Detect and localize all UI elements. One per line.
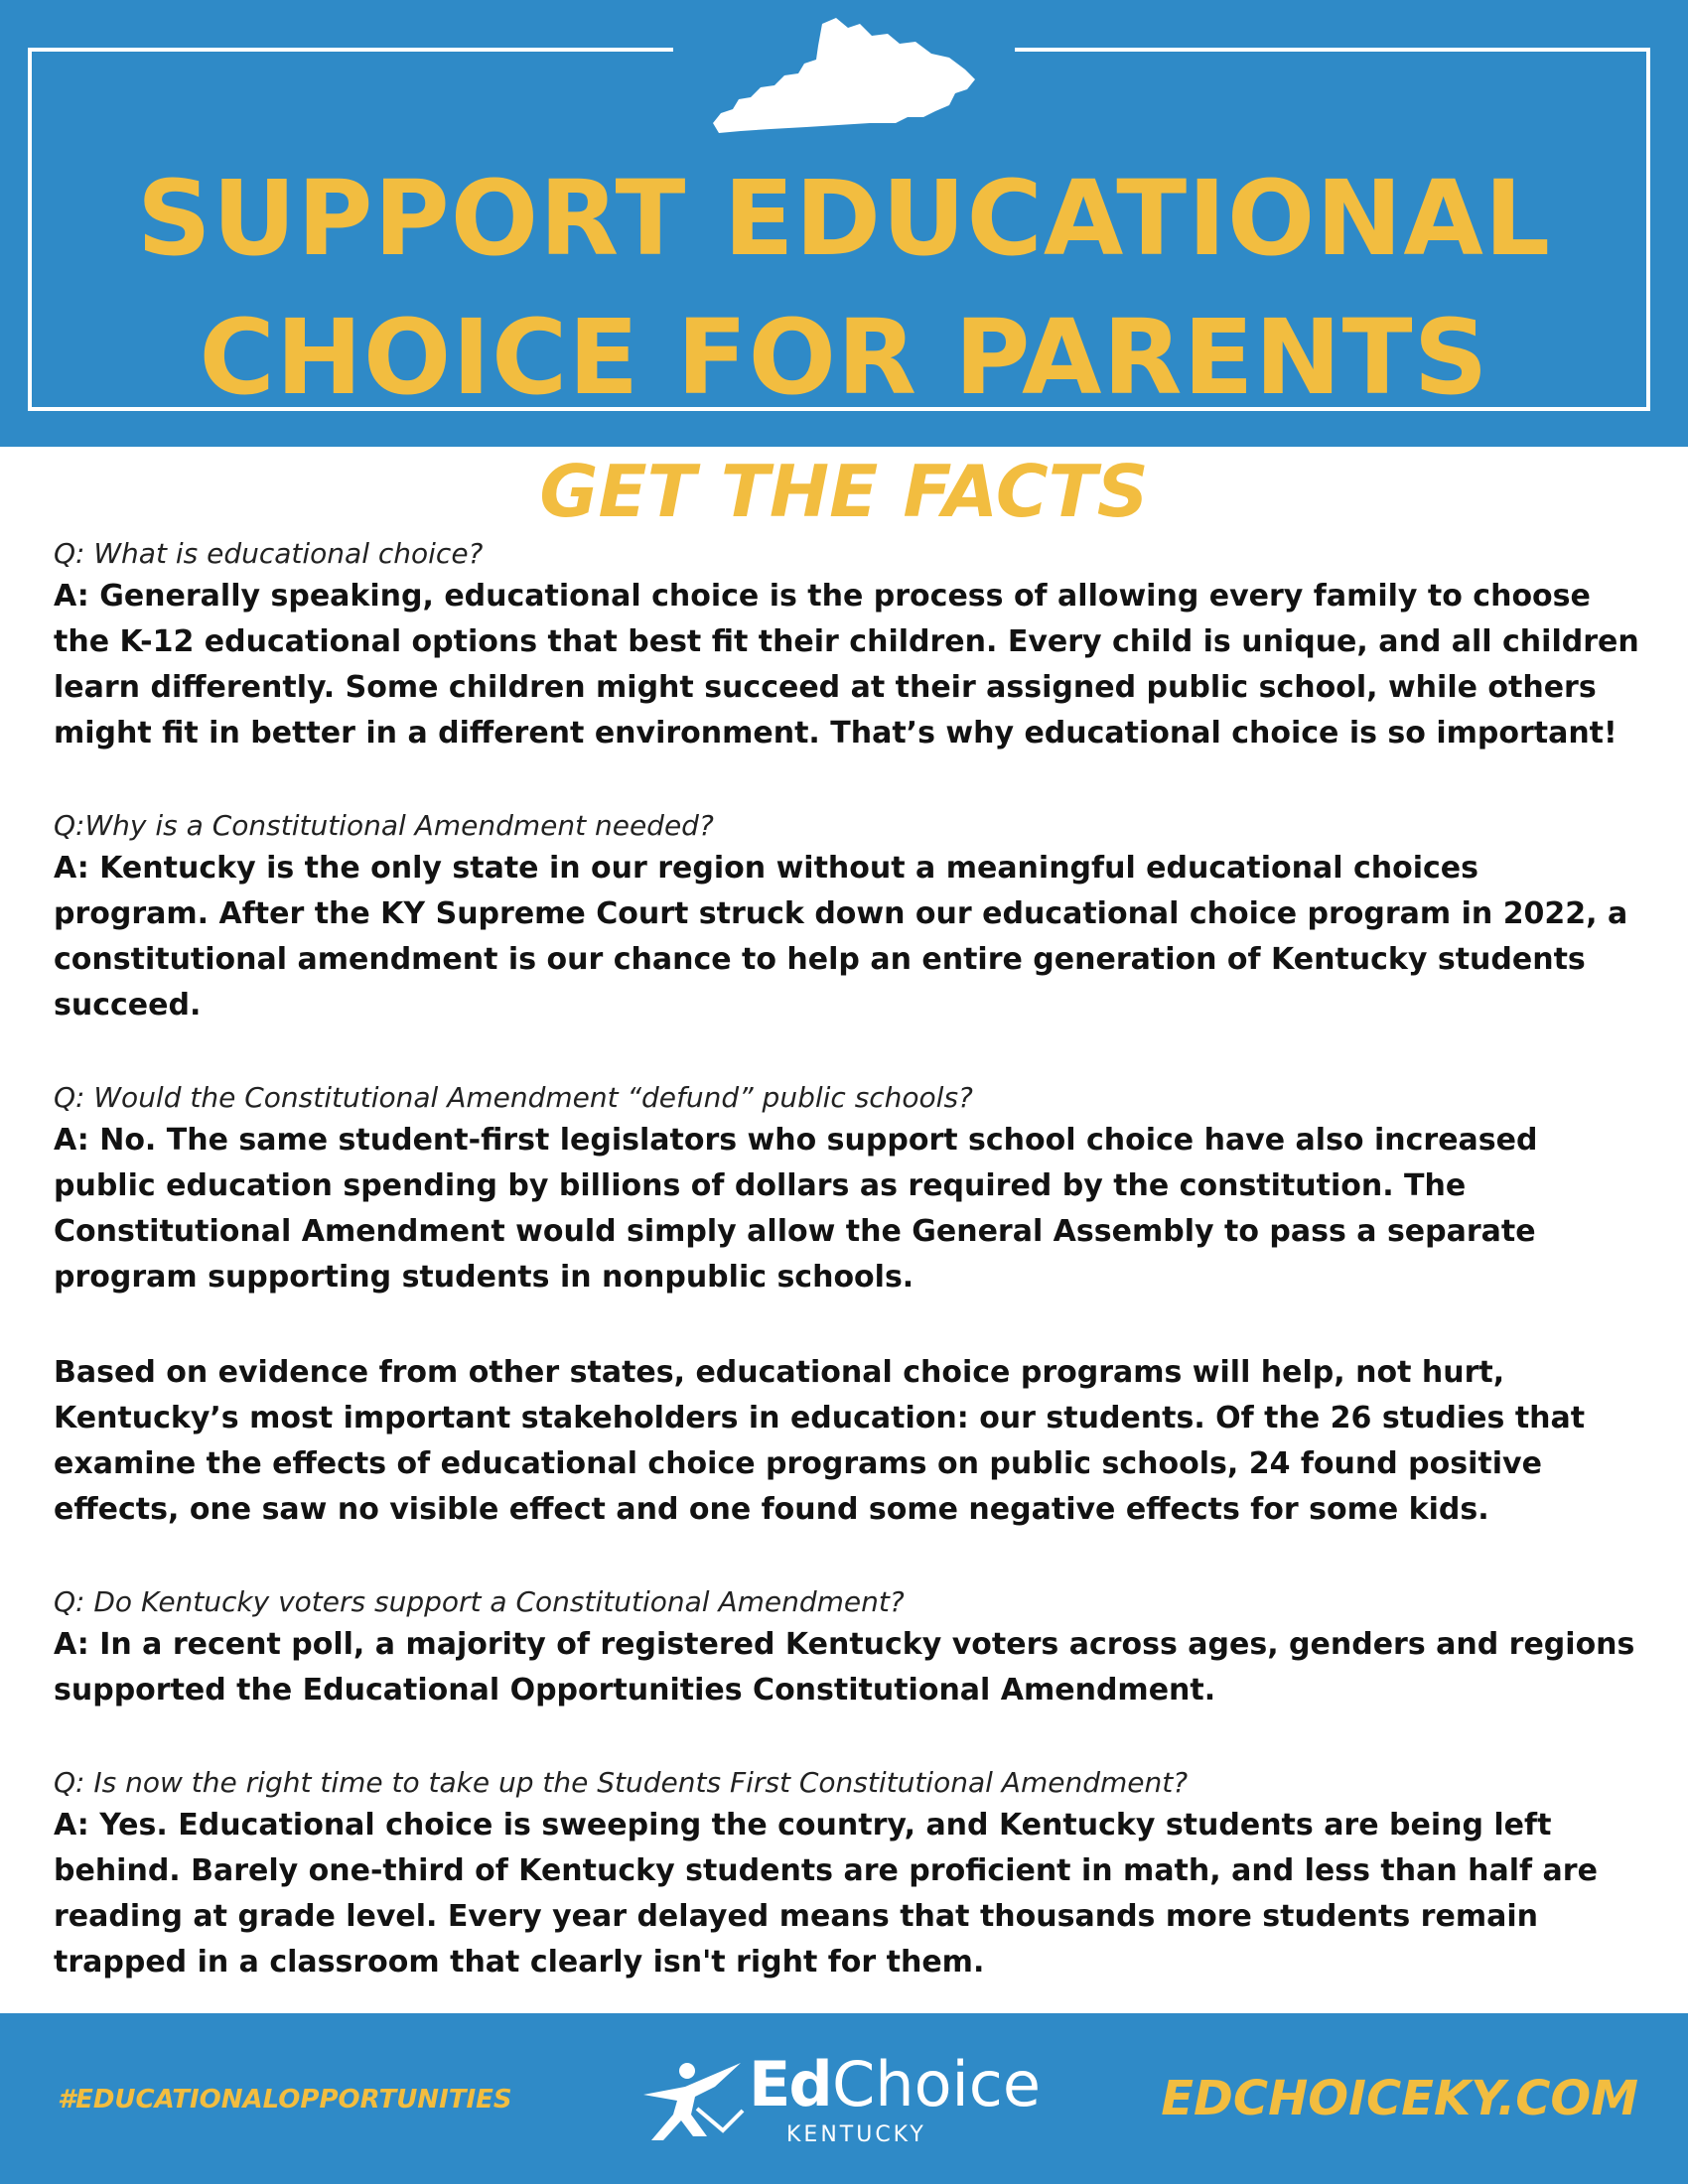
faq-item-amendment-needed [54, 806, 1642, 1028]
faq-item-right-time [54, 1763, 1642, 1985]
title-line-2: CHOICE FOR PARENTS [199, 297, 1489, 418]
section-subtitle: GET THE FACTS [539, 450, 1149, 533]
faq-item-educational-choice [54, 534, 1642, 756]
answer-line: program. After the KY Supreme Court struck down our educational choice program in 2022, a [54, 896, 1628, 931]
answer [54, 1622, 1642, 1713]
answer-line: the K-12 educational options that best fit their children. Every child is unique, and all children [54, 624, 1639, 659]
answer-line: might fit in better in a different environment. That’s why educational choice is so important! [54, 716, 1618, 751]
answer-line: program supporting students in nonpublic schools. [54, 1260, 914, 1295]
answer-line: reading at grade level. Every year delayed means that thousands more students remain [54, 1899, 1538, 1934]
question: Q: What is educational choice? [54, 537, 484, 570]
faq-item-voters [54, 1582, 1642, 1713]
answer-line: Constitutional Amendment would simply allow the General Assembly to pass a separate [54, 1214, 1536, 1249]
faq-content [54, 534, 1642, 2035]
answer-line: A: Yes. Educational choice is sweeping the country, and Kentucky students are being left [54, 1808, 1552, 1843]
answer [54, 1118, 1642, 1300]
answer-line: constitutional amendment is our chance to help an entire generation of Kentucky students [54, 942, 1586, 977]
logo-ed-text: Ed [749, 2048, 831, 2120]
faq-item-defund [54, 1078, 1642, 1300]
answer-line: A: No. The same student-first legislators who support school choice have also increased [54, 1123, 1538, 1158]
answer-line: examine the effects of educational choice programs on public schools, 24 found positive [54, 1446, 1542, 1481]
question: Q: Is now the right time to take up the Students First Constitutional Amendment? [54, 1766, 1189, 1799]
title-line-1: SUPPORT EDUCATIONAL [136, 158, 1552, 279]
answer-line: Kentucky’s most important stakeholders in education: our students. Of the 26 studies that [54, 1401, 1586, 1435]
answer [54, 574, 1642, 756]
answer-line: effects, one saw no visible effect and one found some negative effects for some kids. [54, 1492, 1489, 1527]
logo-state-text: KENTUCKY [786, 2122, 926, 2147]
answer-line: Based on evidence from other states, educational choice programs will help, not hurt, [54, 1355, 1505, 1390]
edchoice-logo [637, 2049, 1055, 2158]
answer-line: succeed. [54, 988, 202, 1023]
answer-line: public education spending by billions of dollars as required by the constitution. The [54, 1168, 1467, 1203]
website-link[interactable]: EDCHOICEKY.COM [1161, 2071, 1638, 2126]
answer-line: A: Kentucky is the only state in our region without a meaningful educational choices [54, 851, 1478, 886]
page-title [40, 149, 1648, 427]
logo-choice-text: Choice [832, 2048, 1041, 2120]
answer-line: trapped in a classroom that clearly isn't right for them. [54, 1945, 985, 1979]
question: Q:Why is a Constitutional Amendment needed? [54, 809, 714, 842]
answer-line: behind. Barely one-third of Kentucky students are proficient in math, and less than half are [54, 1853, 1598, 1888]
answer-line: A: In a recent poll, a majority of registered Kentucky voters across ages, genders and regions [54, 1627, 1635, 1662]
hashtag: #EDUCATIONALOPPORTUNITIES [58, 2085, 512, 2115]
answer [54, 1803, 1642, 1985]
kentucky-state-outline-icon [711, 14, 981, 137]
question: Q: Would the Constitutional Amendment “defund” public schools? [54, 1081, 973, 1114]
answer-line: supported the Educational Opportunities Constitutional Amendment. [54, 1673, 1216, 1707]
header-banner [0, 0, 1688, 447]
question: Q: Do Kentucky voters support a Constitutional Amendment? [54, 1585, 905, 1618]
answer [54, 1350, 1642, 1533]
edchoice-star-figure-icon [637, 2057, 747, 2152]
answer-line: learn differently. Some children might succeed at their assigned public school, while others [54, 670, 1597, 705]
answer-line: A: Generally speaking, educational choice is the process of allowing every family to choose [54, 579, 1591, 614]
footer-banner [0, 2013, 1688, 2184]
answer [54, 846, 1642, 1028]
evidence-paragraph [54, 1350, 1642, 1533]
